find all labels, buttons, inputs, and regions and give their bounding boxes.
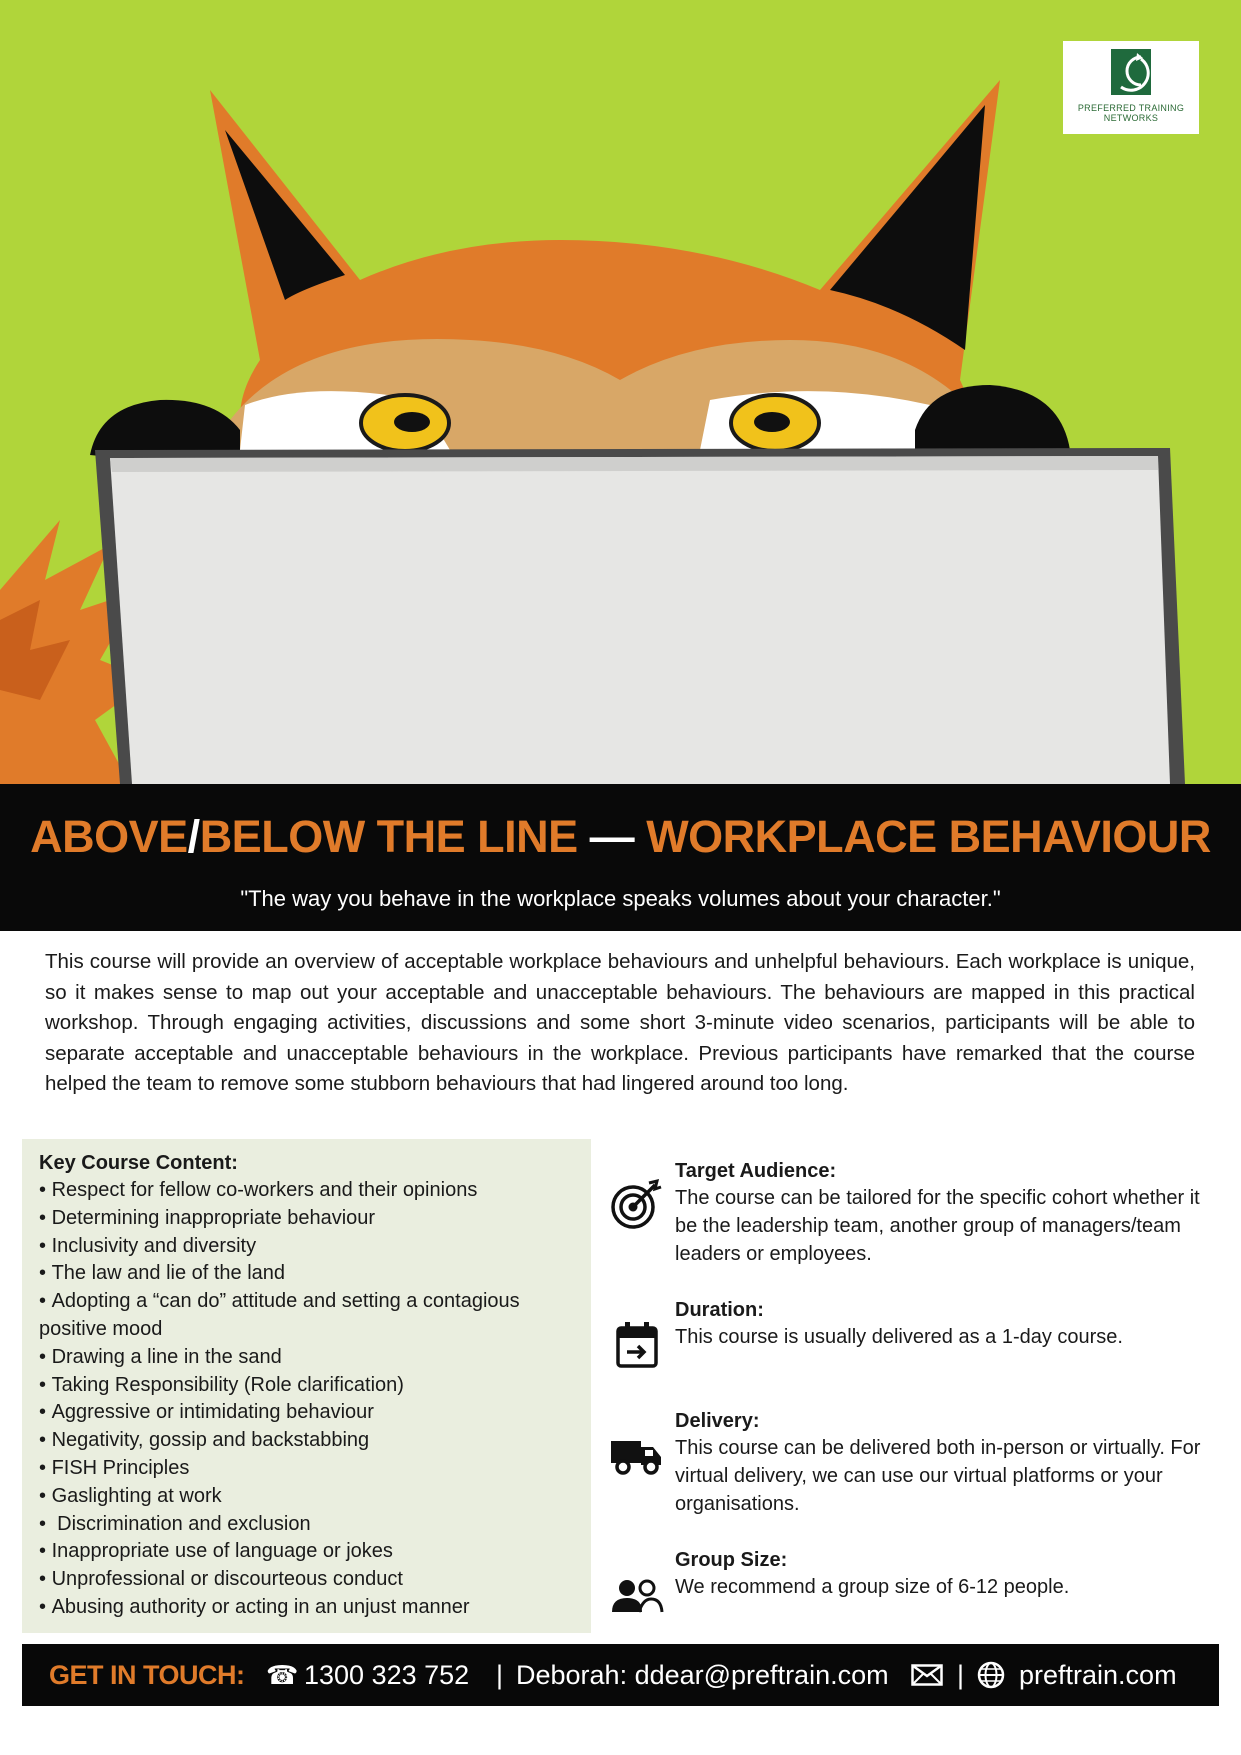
title-part1: ABOVE: [30, 811, 188, 862]
list-item: • Abusing authority or acting in an unjust manner: [39, 1594, 579, 1622]
key-content-heading: Key Course Content:: [39, 1152, 238, 1174]
list-item: • Gaslighting at work: [39, 1483, 579, 1511]
fox-illustration: [0, 0, 1241, 784]
key-content-list: [39, 1177, 579, 1622]
list-item: • Drawing a line in the sand: [39, 1344, 579, 1372]
list-item: • Inclusivity and diversity: [39, 1233, 579, 1261]
delivery-heading: Delivery:: [675, 1410, 760, 1432]
target-icon: [609, 1177, 665, 1233]
separator: |: [957, 1660, 965, 1690]
logo-mark-icon: [1111, 49, 1151, 95]
group-size-heading: Group Size:: [675, 1549, 788, 1571]
contact-footer: [22, 1644, 1219, 1706]
group-icon: [609, 1566, 665, 1622]
logo-text: [1063, 103, 1199, 123]
list-item: • Respect for fellow co-workers and their opinions: [39, 1177, 579, 1205]
list-item: • Taking Responsibility (Role clarification): [39, 1372, 579, 1400]
list-item: • Inappropriate use of language or jokes: [39, 1538, 579, 1566]
company-logo: [1063, 41, 1199, 134]
target-audience-text: The course can be tailored for the specific cohort whether it be the leadership team, another group of managers/team leaders or employees.: [675, 1187, 1200, 1265]
blank-board: [110, 456, 1170, 784]
duration-text: This course is usually delivered as a 1-day course.: [675, 1326, 1123, 1348]
list-item: • Determining inappropriate behaviour: [39, 1205, 579, 1233]
intro-paragraph: This course will provide an overview of acceptable workplace behaviours and unhelpful behaviours. Each workplace is unique, so it makes sense to map out your acceptable and unacceptable behaviours. The behaviours are mapped in this practical workshop. Through engaging activities, discussions and some short 3-minute video scenarios, participants will be able to separate acceptable and unacceptable behaviours in the workplace. Previous participants have remarked that the course helped the team to remove some stubborn behaviours that had lingered around too long.: [45, 950, 1195, 1095]
list-item: • Aggressive or intimidating behaviour: [39, 1399, 579, 1427]
list-item: • Adopting a “can do” attitude and setting a contagious positive mood: [39, 1288, 579, 1344]
target-audience-heading: Target Audience:: [675, 1160, 837, 1182]
delivery-truck-icon: [609, 1427, 665, 1483]
title-part3: WORKPLACE BEHAVIOUR: [646, 811, 1211, 862]
title-dash: —: [577, 811, 647, 862]
website-link[interactable]: preftrain.com: [1019, 1660, 1177, 1690]
get-in-touch-label: GET IN TOUCH:: [49, 1660, 245, 1690]
duration-heading: Duration:: [675, 1299, 764, 1321]
logo-text-line1: PREFERRED TRAINING: [1077, 103, 1185, 113]
page-title: [0, 808, 1241, 866]
title-part2: BELOW THE LINE: [199, 811, 578, 862]
group-size-text: We recommend a group size of 6-12 people.: [675, 1576, 1070, 1598]
delivery-text: This course can be delivered both in-person or virtually. For virtual delivery, we can use our virtual platforms or your organisations.: [675, 1437, 1201, 1515]
calendar-icon: [609, 1316, 665, 1372]
list-item: • FISH Principles: [39, 1455, 579, 1483]
mail-icon: [911, 1664, 943, 1686]
email-contact[interactable]: Deborah: ddear@preftrain.com: [516, 1660, 889, 1690]
phone-number[interactable]: 1300 323 752: [304, 1660, 470, 1690]
logo-text-line2: NETWORKS: [1103, 113, 1159, 123]
hero-illustration: [0, 0, 1241, 784]
globe-icon: [977, 1661, 1005, 1689]
page-subtitle-quote: "The way you behave in the workplace speaks volumes about your character.": [240, 886, 1001, 911]
title-slash: /: [187, 811, 200, 862]
list-item: • Unprofessional or discourteous conduct: [39, 1566, 579, 1594]
separator: |: [496, 1660, 504, 1690]
phone-icon: ☎: [266, 1660, 299, 1690]
list-item: • The law and lie of the land: [39, 1260, 579, 1288]
key-course-content-box: [22, 1139, 591, 1633]
list-item: • Discrimination and exclusion: [39, 1511, 579, 1539]
list-item: • Negativity, gossip and backstabbing: [39, 1427, 579, 1455]
